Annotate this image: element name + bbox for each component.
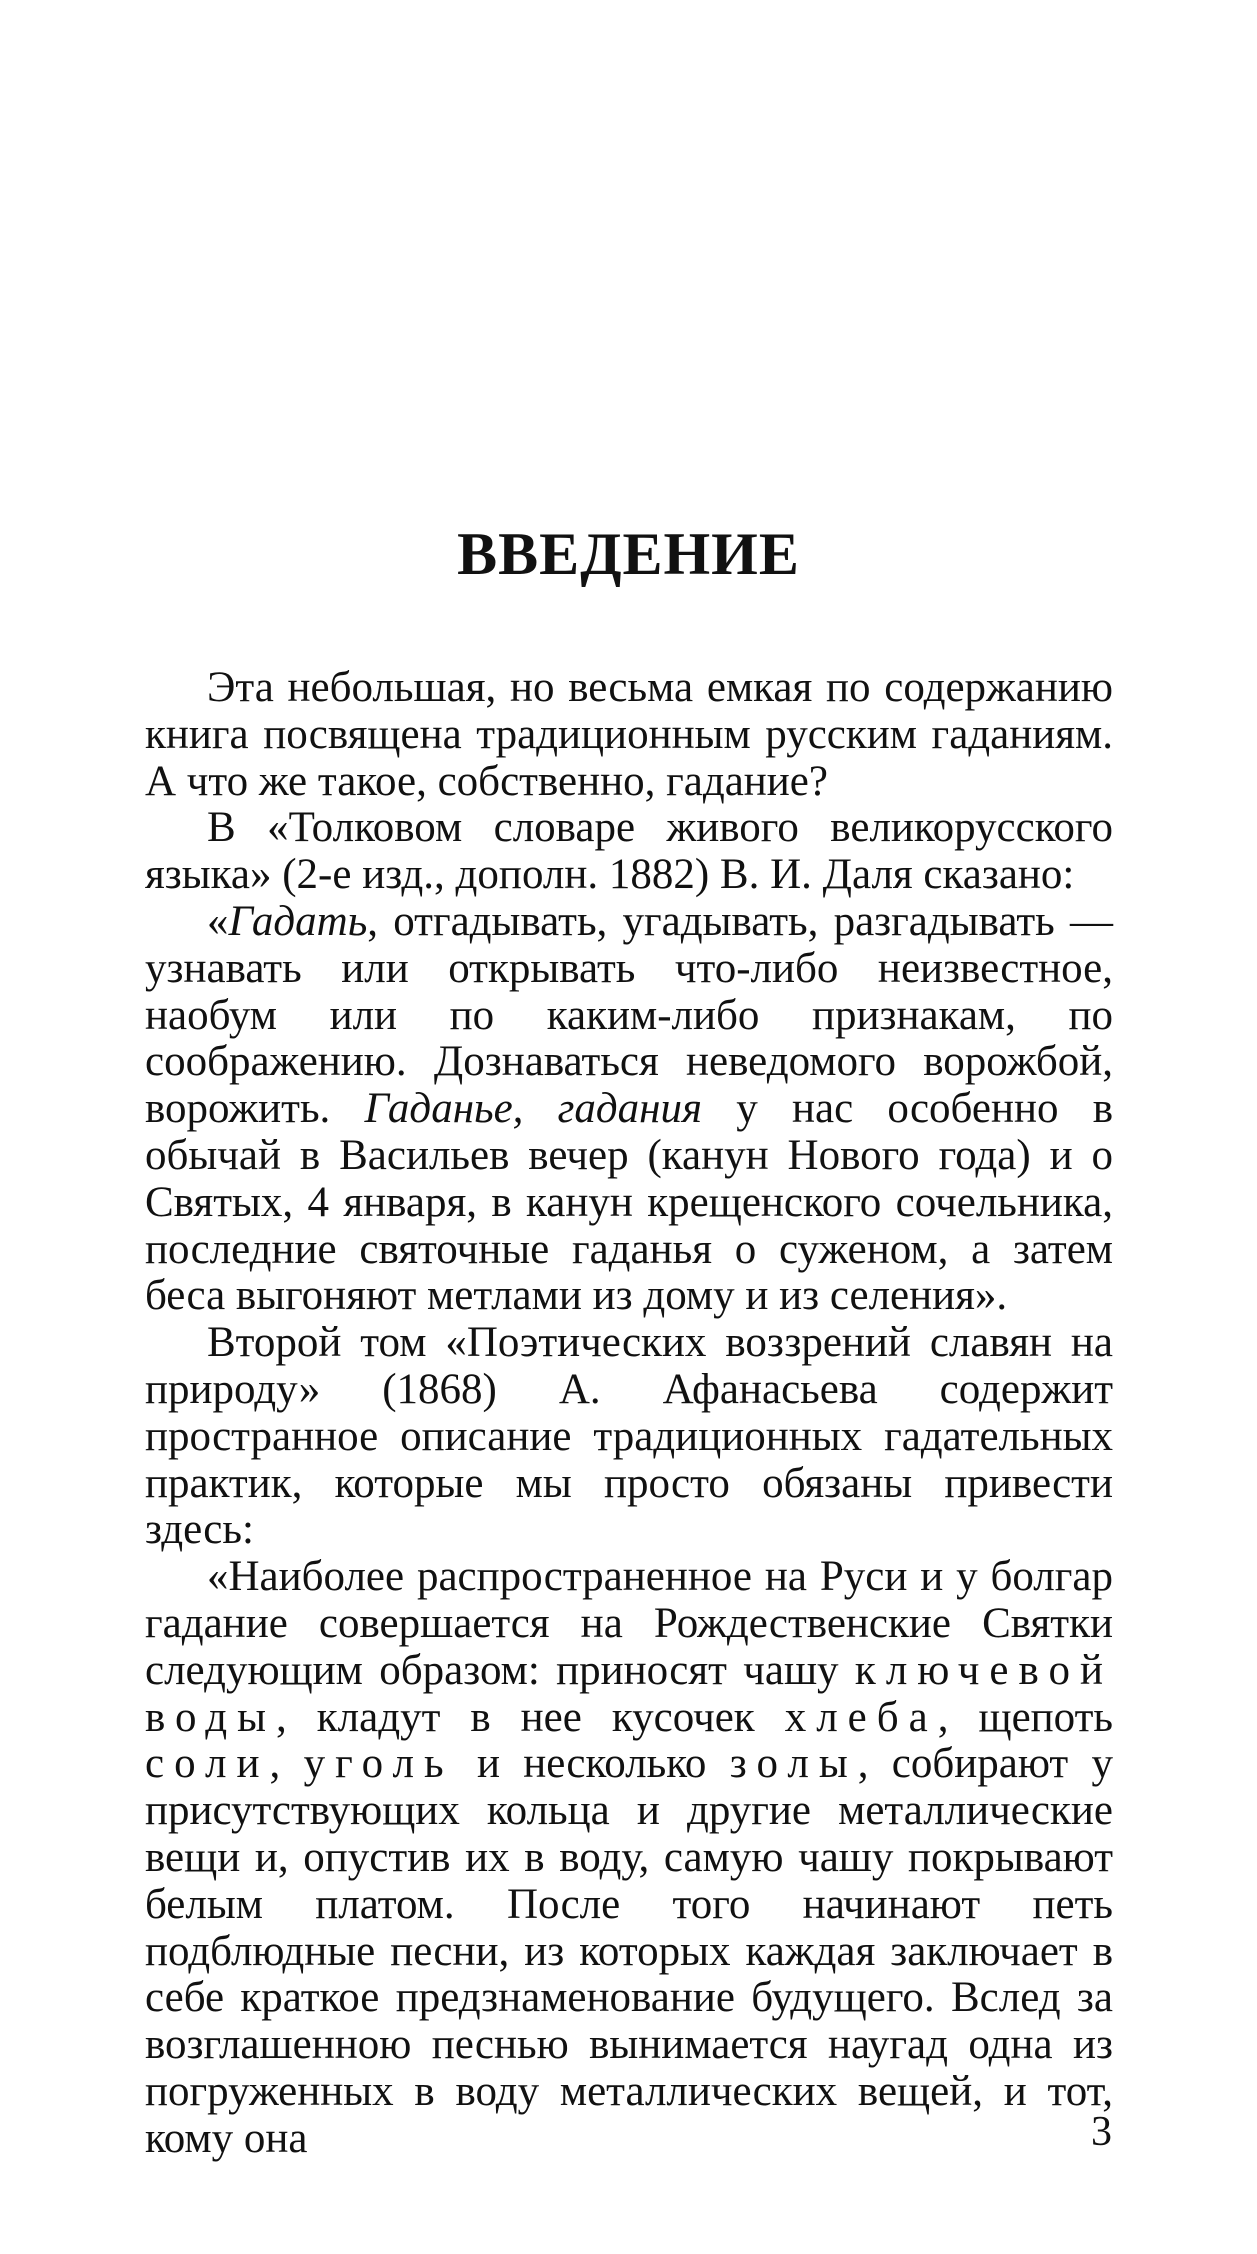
quote-text: у нас особенно в обычай в Васильев вечер (канун Нового года) и о Святых, 4 января, в канун крещенского сочельника, последние святочные гаданья о суженом, а затем беса выгоняют метлами из дому и из селения». [145,1085,1114,1320]
spaced-word: уголь [303,1740,454,1788]
quote-text: «Наиболее распространенное на Руси и у болгар гадание совершается на Рождественские Святки следующим образом: приносят чашу [145,1553,1113,1694]
spaced-word: золы [729,1740,858,1788]
term-gadane: Гаданье, гадания [364,1085,703,1133]
paragraph-dal-quote [145,899,1113,1320]
quote-text: , кладут в нее кусочек [276,1693,785,1741]
quote-open-mark: « [207,897,229,945]
paragraph-afanasiev-intro: Второй том «Поэтических воззрений славян на природу» (1868) А. Афанасьева содержит пространное описание традиционных гадательных практик, которые мы просто обязаны привести здесь: [145,1319,1113,1554]
spaced-word: соли [145,1740,270,1788]
paragraph-dal-citation: В «Толковом словаре живого великорусского языка» (2-е изд., дополн. 1882) В. И. Даля сказано: [145,804,1113,899]
quote-text: , щепоть [937,1693,1114,1741]
spaced-word: хлеба [784,1693,938,1741]
quote-text: и несколько [453,1740,730,1788]
chapter-title: ВВЕДЕНИЕ [457,521,800,587]
spaced-word: ключевой воды [145,1646,1113,1741]
quote-text: , отгадывать, угадывать, разгадывать — узнавать или открывать что-либо неизвестное, наобум или по каким-либо признакам, по соображению. Дознаваться неведомого ворожбой, ворожить. [145,897,1113,1133]
page-number: 3 [1091,2109,1112,2155]
term-gadat: Гадать [228,897,368,945]
paragraph-afanasiev-quote [145,1554,1113,2162]
paragraph-intro: Эта небольшая, но весьма емкая по содержанию книга посвящена традиционным русским гаданиям. А что же такое, собственно, гадание? [145,664,1113,805]
quote-text: , собирают у присутствующих кольца и другие металлические вещи и, опустив их в воду, самую чашу покрывают белым платом. После того начинают петь подблюдные песни, из которых каждая заключает в себе краткое предзнаменование будущего. Вслед за возглашенною песнью вынимается наугад одна из погруженных в воду металлических вещей, и тот, кому она [145,1740,1114,2162]
quote-text: , [269,1740,304,1788]
body-text [145,665,1113,2163]
